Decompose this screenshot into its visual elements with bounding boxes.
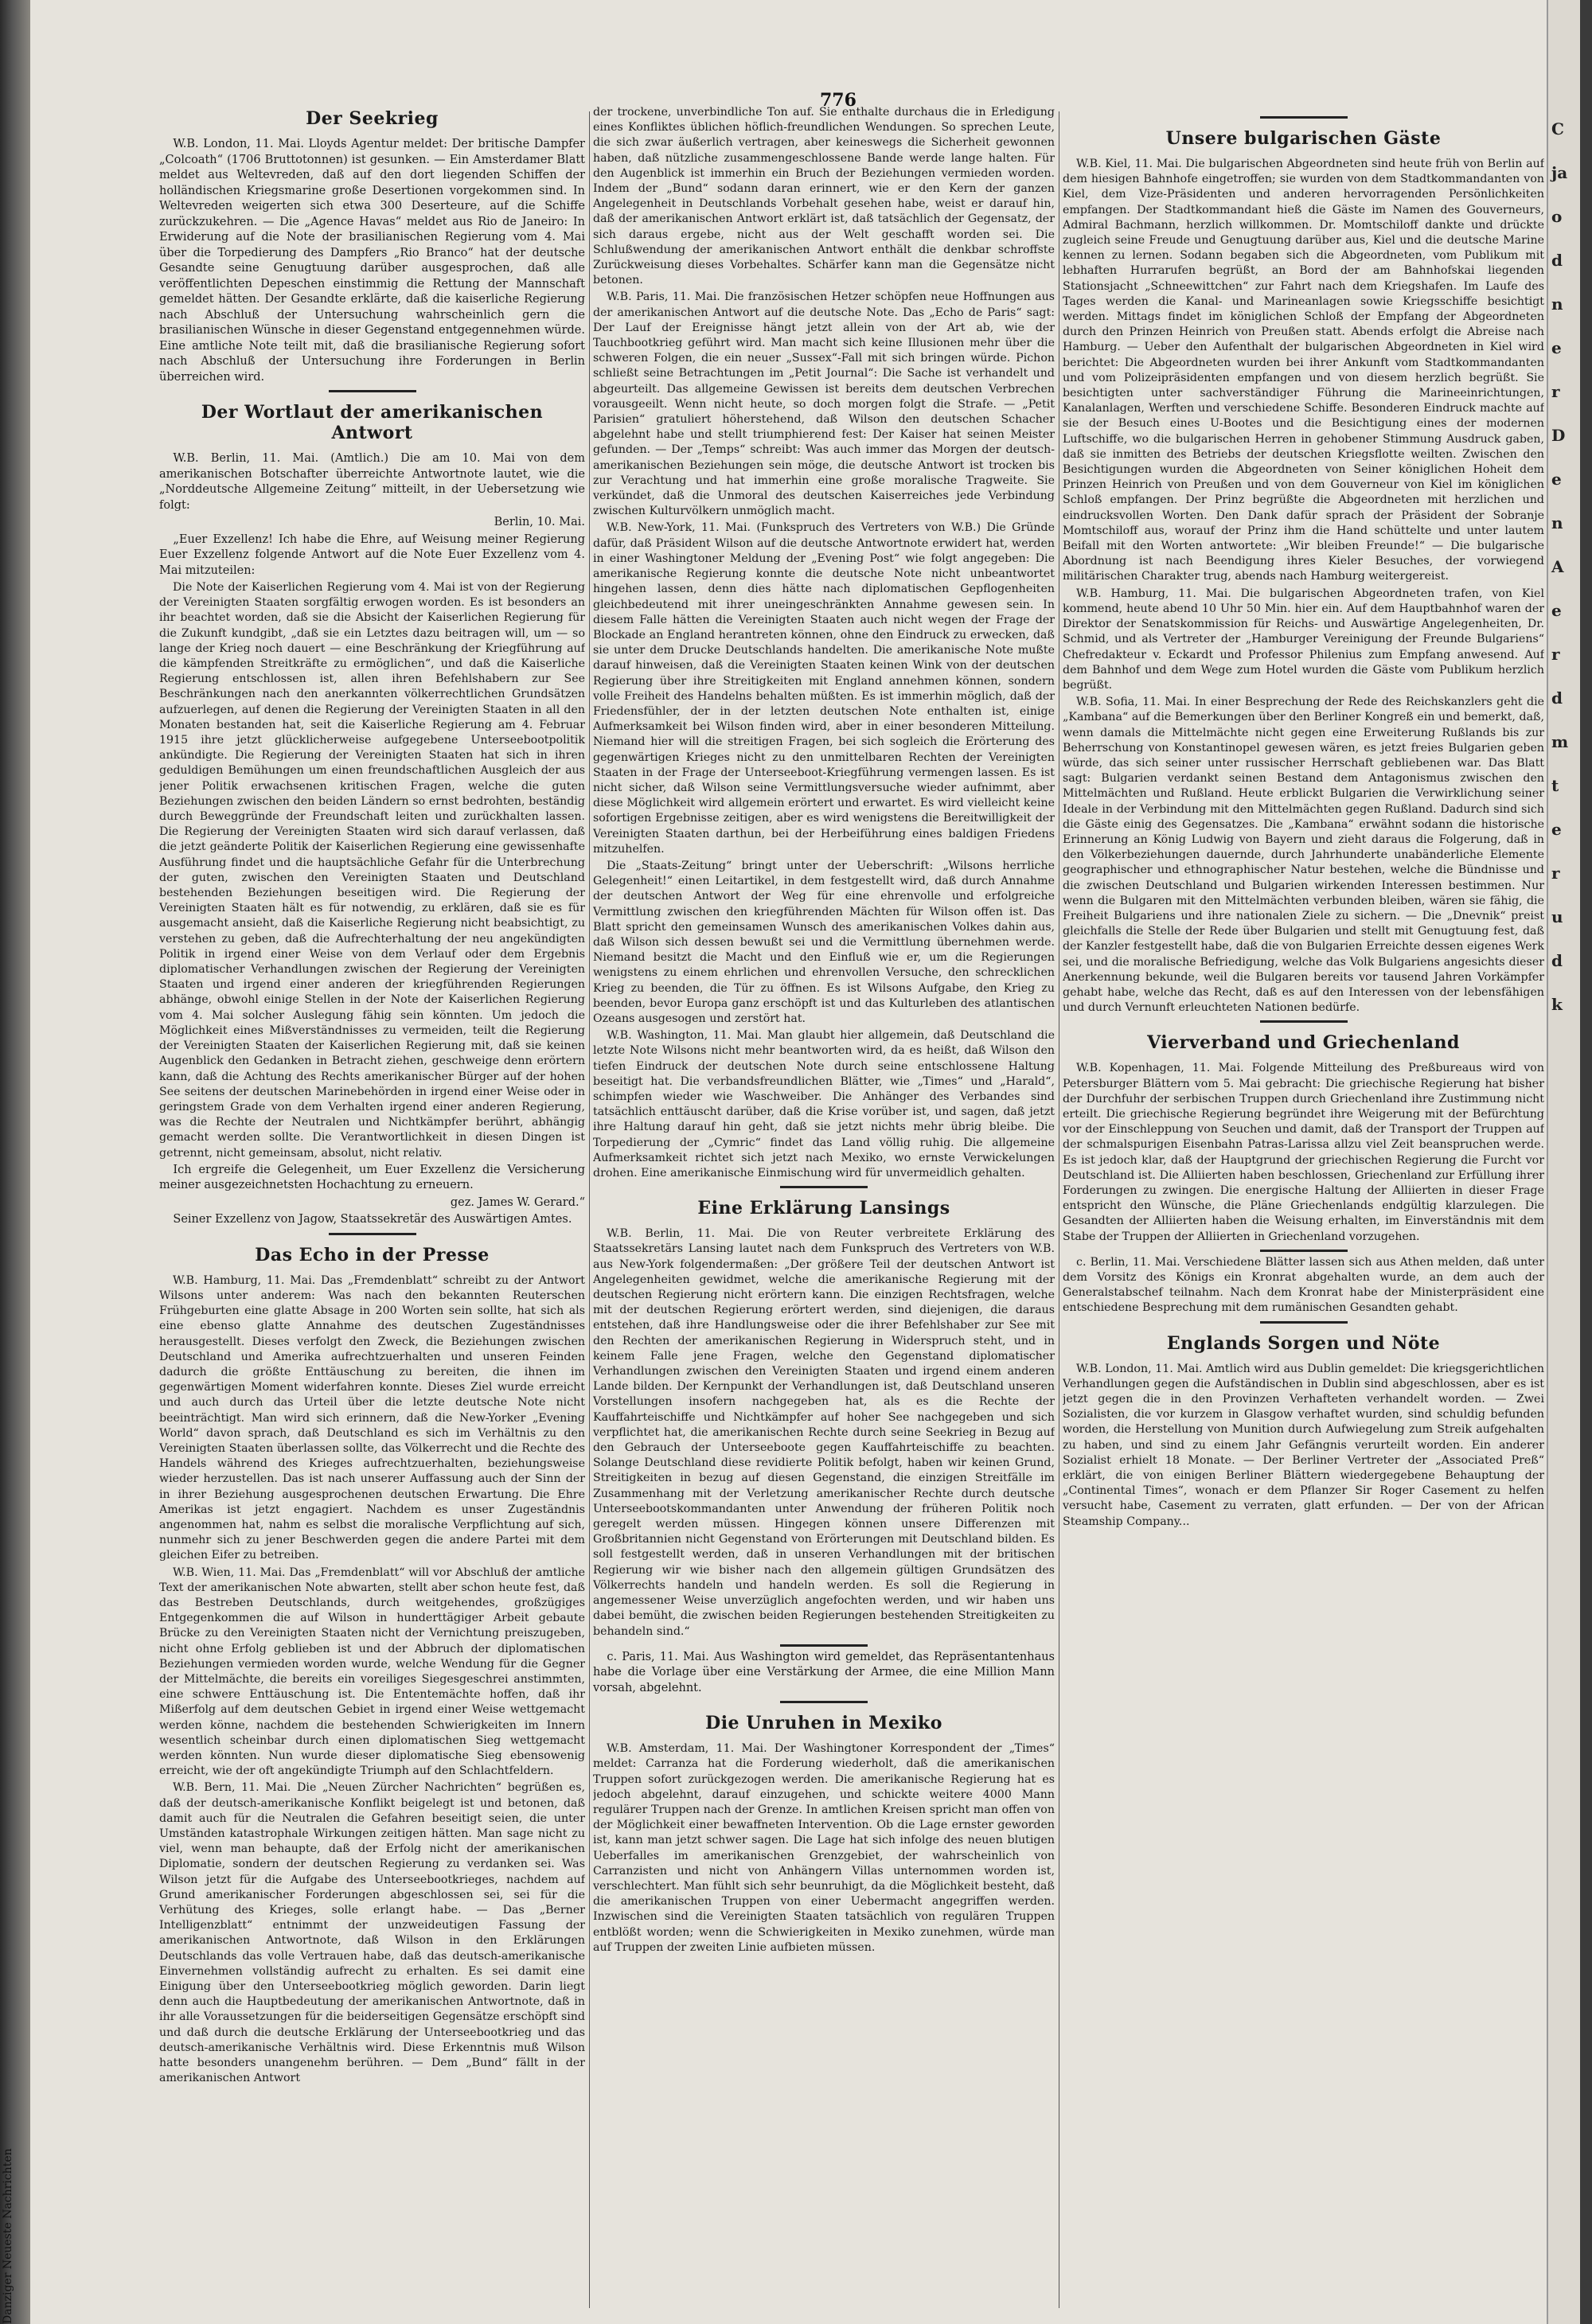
adjacent-page-char: r (1551, 382, 1560, 401)
paragraph: c. Paris, 11. Mai. Aus Washington wird gemeldet, das Repräsentantenhaus habe die Vorlage über eine Verstärkung der Armee, die eine Million Mann vorsah, abgelehnt. (593, 1650, 1055, 1694)
paragraph: W.B. Berlin, 11. Mai. (Amtlich.) Die am 10. Mai von dem amerikanischen Botschafter überreichte Antwortnote lautet, wie die „Norddeutsche Allgemeine Zeitung“ mitteilt, in der Uebersetzung wie folgt: (159, 452, 585, 512)
section-separator (780, 1701, 868, 1703)
paragraph: W.B. Sofia, 11. Mai. In einer Besprechung der Rede des Reichskanzlers geht die „Kambana“ auf die Bemerkungen über den Berliner Kongreß ein und bemerkt, daß, wenn damals die Mittelmächte nicht gegen eine Erweiterung Rußlands bis zur Beherrschung von Konstantinopel gewesen wären, es jetzt freies Bulgarien geben würde, das sich seiner unter russischer Herrschaft gebliebenen war. Das Blatt sagt: Bulgarien verdankt seinen Bestand dem Antagonismus zwischen den Mittelmächten und Rußland. Heute erblickt Bulgarien die Verwirklichung seiner Ideale in der Verbindung mit den Mittelmächten gegen Rußland. Dadurch sind sich die Gäste einig des Gegensatzes. Die „Kambana“ erwähnt sodann die historische Erinnerung an König Ludwig von Bayern und zieht daraus die Folgerung, daß in den Völkerbeziehungen dauernde, durch Jahrhunderte unabänderliche Elemente geographischer und ethnographischer Natur bestehen, welche die Bündnisse und die zwischen Deutschland und Bulgarien wirkenden Interessen bestimmen. Nur wenn die Bulgaren mit den Mittelmächten verbunden bleiben, wären sie fähig, die Freiheit Bulgariens und ihre nationalen Ziele zu sichern. — Die „Dnevnik“ preist gleichfalls die Stelle der Rede über Bulgarien und stellt mit Genugtuung fest, daß der Kanzler festgestellt habe, daß die von Bulgarien Erreichte dessen eigenes Werk sei, und die moralische Befriedigung, welche das Volk Bulgariens angesichts dieser Anerkennung bekunde, weil die Bulgaren bereits vor tausend Jahren Vorkämpfer gehabt habe, welche das Recht, daß es auf den Interessen von der lebensfähigen und durch Vernunft erleuchteten Nationen bedürfe. (1063, 696, 1544, 1015)
paragraph: W.B. Amsterdam, 11. Mai. Der Washingtoner Korrespondent der „Times“ meldet: Carranza hat die Forderung wiederholt, daß die amerikanischen Truppen sofort zurückgezogen werden. Die amerikanische Regierung hat es jedoch abgelehnt, darauf einzugehen, und schickte weitere 4000 Mann regulärer Truppen nach der Grenze. In amtlichen Kreisen spricht man offen von der Möglichkeit einer bewaffneten Intervention. Ob die Lage ernster geworden ist, kann man jetzt schwer sagen. Die Lage hat sich infolge des neuen blutigen Ueberfalles im amerikanischen Grenzgebiet, der wahrscheinlich von Carranzisten und nicht von Anhängern Villas unternommen worden ist, verschlechtert. Man fühlt sich sehr beunruhigt, da die Möglichkeit besteht, daß die amerikanischen Truppen von einer Uebermacht angegriffen werden. Inzwischen sind die Vereinigten Staaten tatsächlich von regulären Truppen entblößt worden; wenn die Schwierigkeiten in Mexiko zunehmen, würde man auf Truppen der zweiten Linie aufbieten müssen. (593, 1742, 1055, 1954)
article-body-echo-continued (593, 105, 1055, 1181)
column-2 (593, 105, 1055, 2318)
column-rule (589, 111, 590, 2308)
paragraph: Die Note der Kaiserlichen Regierung vom 4. Mai ist von der Regierung der Vereinigten Staaten sorgfältig erwogen worden. Es ist besonders an ihr beachtet worden, daß sie die Absicht der Kaiserlichen Regierung für die Zukunft kundgibt, „daß sie ein Letztes dazu beitragen will, um — so lange der Krieg noch dauert — eine Beschränkung der Kriegführung auf die kämpfenden Streitkräfte zu ermöglichen“, und daß die Kaiserliche Regierung entschlossen ist, allen ihren Befehlshabern zur See Beschränkungen nach den anerkannten völkerrechtlichen Grundsätzen aufzuerlegen, auf denen die Regierung der Vereinigten Staaten in all den Monaten bestanden hat, seit die Kaiserliche Regierung am 4. Februar 1915 ihre jetzt glücklicherweise aufgegebene Unterseebootpolitik ankündigte. Die Regierung der Vereinigten Staaten hat sich in ihren geduldigen Bemühungen um einen freundschaftlichen Ausgleich der aus jener Politik erwachsenen kritischen Fragen, welche die guten Beziehungen zwischen den beiden Ländern so ernst bedrohten, beständig durch Beweggründe der Freundschaft leiten und zurückhalten lassen. Die Regierung der Vereinigten Staaten wird sich darauf verlassen, daß die jetzt geänderte Politik der Kaiserlichen Regierung eine gewissenhafte Ausführung findet und die hauptsächliche Gefahr für die Unterbrechung der guten, zwischen den Vereinigten Staaten und Deutschland bestehenden Beziehungen beseitigen wird. Die Regierung der Vereinigten Staaten hält es für notwendig, zu erklären, daß sie es für ausgemacht ansieht, daß die Kaiserliche Regierung nicht beabsichtigt, zu verstehen zu geben, daß die Aufrechterhaltung der neu angekündigten Politik in irgend einer Weise von dem Verlauf oder dem Ergebnis diplomatischer Verhandlungen zwischen der Regierung der Vereinigten Staaten und irgend einer anderen der kriegführenden Regierungen abhänge, obwohl einige Stellen in der Note der Kaiserlichen Regierung vom 4. Mai solcher Auslegung fähig sein könnten. Um jedoch die Möglichkeit eines Mißverständnisses zu vermeiden, teilt die Regierung der Vereinigten Staaten der Kaiserlichen Regierung mit, daß sie keinen Augenblick den Gedanken in Betracht ziehen, geschweige denn erörtern kann, daß die Achtung des Rechts amerikanischer Bürger auf der hohen See seitens der deutschen Marinebehörden in irgend einer Weise oder in geringstem Grade von dem Verhalten irgend einer anderen Regierung, was die Rechte der Neutralen und Nichtkämpfer berührt, abhängig gemacht werden sollte. Die Verantwortlichkeit in diesen Dingen ist getrennt, nicht gemeinsam, absolut, nicht relativ. (159, 581, 585, 1160)
adjacent-page-char: e (1551, 470, 1562, 489)
paragraph: W.B. Hamburg, 11. Mai. Das „Fremdenblatt“ schreibt zu der Antwort Wilsons unter anderem: Was nach den bekannten Reuterschen Frühgeburten eine glatte Absage in 200 Worten sein sollte, hat sich als eine ebenso glatte Annahme des deutschen Zugeständnisses herausgestellt. Dieses verfolgt den Zweck, die Beziehungen zwischen Deutschland und Amerika aufrechtzuerhalten und unseren Feinden dadurch die größte Enttäuschung zu bereiten, die ihnen im gegenwärtigen Moment widerfahren konnte. Dieses Ziel wurde erreicht und auch durch das Urteil über die letzte deutsche Note nicht beeinträchtigt. Man wird sich erinnern, daß die New-Yorker „Evening World“ davon sprach, daß Deutschland es sich im Verhältnis zu den Vereinigten Staaten überlassen sollte, das Völkerrecht und die Rechte des Handels während des Krieges aufrechtzuerhalten, beziehungsweise wieder herzustellen. Das ist nach unserer Auffassung auch der Sinn der in ihrer Beziehung ausgesprochenen deutschen Erwartung. Die Ehre Amerikas ist jetzt engagiert. Nachdem es unser Zugeständnis angenommen hat, nahm es selbst die moralische Verpflichtung auf sich, nunmehr sich zu jener Beschwerden gegen die andere Partei mit dem gleichen Eifer zu betreiben. (159, 1273, 585, 1562)
adjacent-page-strip (1547, 0, 1580, 2324)
adjacent-page-char: r (1551, 645, 1560, 664)
page-binding (0, 0, 30, 2324)
adjacent-page-char: D (1551, 426, 1566, 445)
paragraph: W.B. London, 11. Mai. Amtlich wird aus Dublin gemeldet: Die kriegsgerichtlichen Verhandlungen gegen die Aufständischen in Dublin sind abgeschlossen, aber es ist jetzt gegen die in den Provinzen Verhafteten verhandelt worden. — Zwei Sozialisten, die vor kurzem in Glasgow verhaftet wurden, sind schuldig befunden worden, die Herstellung von Munition durch Aufwiegelung zum Streik aufgehalten zu haben, und sind zu einem Jahr Gefängnis verurteilt worden. Ein anderer Sozialist erhielt 18 Monate. — Der Berliner Vertreter der „Associated Preß“ erklärt, die von einigen Berliner Blättern wiedergegebene Behauptung der „Continental Times“, wonach er dem Pflanzer Sir Roger Casement zu helfen versucht habe, Casement zu verraten, glatt erfunden. — Der von der African Steamship Company... (1063, 1362, 1544, 1528)
article-body-seekrieg (159, 137, 585, 385)
article-body-wortlaut (159, 451, 585, 1228)
adjacent-page-char: u (1551, 907, 1563, 926)
adjacent-page-char: d (1551, 951, 1563, 970)
paragraph: Ich ergreife die Gelegenheit, um Euer Exzellenz die Versicherung meiner ausgezeichnetsten Hochachtung zu erneuern. (159, 1163, 585, 1192)
paragraph: „Euer Exzellenz! Ich habe die Ehre, auf Weisung meiner Regierung Euer Exzellenz folgende Antwort auf die Note Euer Exzellenz vom 4. Mai mitzuteilen: (159, 532, 585, 577)
article-body-vierverband (1063, 1061, 1544, 1316)
paragraph: Die „Staats-Zeitung“ bringt unter der Ueberschrift: „Wilsons herrliche Gelegenheit!“ einen Leitartikel, in dem festgestellt wird, daß durch Annahme der deutschen Antwort der Weg für eine ehrenvolle und erfolgreiche Vermittlung zwischen den kriegführenden Mächten für Wilson offen ist. Das Blatt spricht den gemeinsamen Wunsch des amerikanischen Volkes dahin aus, daß Wilson sich dessen bewußt sei und die Vermittlung übernehmen werde. Niemand besitzt die Macht und den Einfluß wie er, um die Regierungen wenigstens zu einem ehrlichen und ehrenvollen Versuche, den schrecklichen Krieg zu beenden, die Tür zu öffnen. Es ist Wilsons Aufgabe, den Krieg zu beenden, bevor Europa ganz erschöpft ist und das Kulturleben des atlantischen Ozeans ausgesogen und zerstört hat. (593, 859, 1055, 1025)
paragraph: W.B. Kiel, 11. Mai. Die bulgarischen Abgeordneten sind heute früh von Berlin auf dem hiesigen Bahnhofe eingetroffen; sie wurden von dem Stadtkommandanten von Kiel, dem Vize-Präsidenten und anderen hervorragenden Persönlichkeiten empfangen. Der Stadtkommandant hieß die Gäste im Namen des Gouverneurs, Admiral Bachmann, herzlich willkommen. Dr. Momtschiloff dankte und drückte zugleich seine Freude und Genugtuung darüber aus, Kiel und die deutsche Marine kennen zu lernen. Sodann begaben sich die Abgeordneten, vom Publikum mit lebhaften Hurrarufen begrüßt, an Bord der am Bahnhofskai liegenden Stationsjacht „Schneewittchen“ zur Fahrt nach dem Kriegshafen. Im Laufe des Tages werden die Kanal- und Marineanlagen sowie Kriegsschiffe besichtigt werden. Mittags findet im königlichen Schloß der Empfang der Abgeordneten durch den Prinzen Heinrich von Preußen statt. Abends erfolgt die Abreise nach Hamburg. — Ueber den Aufenthalt der bulgarischen Abgeordneten in Kiel wird berichtet: Die Abgeordneten wurden bei ihrer Ankunft vom Stadtkommandanten und vom Polizeipräsidenten empfangen und von diesem herzlich begrüßt. Sie besichtigten unter sachverständiger Führung die Marineeinrichtungen, Kanalanlagen, Werften und verschiedene Schiffe. Besonderen Eindruck machte auf sie der Besuch eines U-Bootes und die Besichtigung eines der modernen Luftschiffe, wo die bulgarischen Herren in gehobener Stimmung Ausdruck gaben, daß sie inmitten des Betriebs der deutschen Kriegsflotte weilten. Zwischen den Besichtigungen wurden die Abgeordneten von Seiner königlichen Hoheit dem Prinzen Heinrich von Preußen und von dem Gouverneur von Kiel im königlichen Schloß empfangen. Der Prinz begrüßte die Abgeordneten mit herzlichen und eindrucksvollen Worten. Den Dank dafür sprach der Präsident der Sobranje Momtschiloff aus, worauf der Prinz ihm die Hand schüttelte und unter lautem Beifall mit den Worten antwortete: „Wir bleiben Freunde!“ — Die bulgarische Abordnung ist nach Beendigung ihres Kieler Besuches, der vorwiegend militärischen Charakter trug, abends nach Hamburg weitergereist. (1063, 158, 1544, 583)
paragraph: W.B. Washington, 11. Mai. Man glaubt hier allgemein, daß Deutschland die letzte Note Wilsons nicht mehr beantworten wird, da es heißt, daß Wilson den tiefen Eindruck der deutschen Note durch seine entschlossene Haltung beseitigt hat. Die verbandsfreundlichen Blätter, wie „Times“ und „Harald“, schimpfen wieder wie Waschweiber. Die Anhänger des Verbandes sind tatsächlich enttäuscht darüber, daß die Krise vorüber ist, und sagen, daß jetzt ihre Haltung darauf hin geht, daß sie jetzt nichts mehr übrig bleibe. Die Torpedierung der „Cymric“ findet das Land völlig ruhig. Die allgemeine Aufmerksamkeit richtet sich jetzt nach Mexiko, wo ernste Verwickelungen drohen. Eine amerikanische Einmischung wird für unvermeidlich gehalten. (593, 1029, 1055, 1180)
section-separator (1260, 1020, 1348, 1023)
article-title-lansing: Eine Erklärung Lansings (697, 1198, 950, 1219)
signature: gez. James W. Gerard.“ (450, 1195, 585, 1209)
page-number: 776 (820, 90, 856, 111)
section-separator (1260, 1321, 1348, 1324)
article-body-echo (159, 1273, 585, 2087)
article-title-echo: Das Echo in der Presse (255, 1244, 490, 1265)
article-title-wortlaut: Der Wortlaut der amerikanischen Antwort (201, 402, 544, 443)
adjacent-page-char: n (1551, 513, 1563, 532)
paragraph: W.B. Wien, 11. Mai. Das „Fremdenblatt“ will vor Abschluß der amtliche Text der amerikanischen Note abwarten, stellt aber schon heute fest, daß das Bestreben Deutschlands, durch weitgehendes, großzügiges Entgegenkommen die auf Wilson in hunderttägiger Arbeit gebaute Brücke zu den Vereinigten Staaten nicht der Vernichtung preiszugeben, nicht ohne Erfolg geblieben ist und der Abbruch der diplomatischen Beziehungen vermieden worden wurde, welche Wendung für die Gegner der Mittelmächte, die bereits ein voreiliges Siegesgeschrei anstimmten, eine schwere Enttäuschung ist. Die Ententemächte hoffen, daß ihr Mißerfolg auf dem deutschen Gebiet in irgend einer Weise wettgemacht werden könne, nachdem die bestehenden Schwierigkeiten im Innern wesentlich scheinbar durch einen diplomatischen Sieg wettgemacht werden könnten. Nun wurde dieser diplomatische Sieg ebensowenig erreicht, wie der oft angekündigte Triumph auf den Schlachtfeldern. (159, 1566, 585, 1778)
section-separator (780, 1644, 868, 1647)
article-body-bulgaren (1063, 157, 1544, 1016)
paragraph: W.B. Paris, 11. Mai. Die französischen Hetzer schöpfen neue Hoffnungen aus der amerikanischen Antwort auf die deutsche Note. Das „Echo de Paris“ sagt: Der Lauf der Ereignisse hängt jetzt allein von der Art ab, wie der Tauchbootkrieg geführt wird. Man macht sich keine Illusionen mehr über die schweren Folgen, die ein neuer „Sussex“-Fall mit sich bringen würde. Pichon schließt seine Betrachtungen im „Petit Journal“: Die Sache ist verhandelt und abgeurteilt. Das allgemeine Gewissen ist bereits dem deutschen Verbrechen vorausgeeilt. Wenn nicht heute, so doch morgen folgt die Strafe. — „Petit Parisien“ gratuliert höherstehend, daß Wilson den deutschen Schacher abgelehnt habe und stellt triumphierend fest: Der Kaiser hat seinen Meister gefunden. — Der „Temps“ schreibt: Was auch immer das Morgen der deutsch-amerikanischen Beziehungen sein möge, die deutsche Antwort ist trocken bis zur Verachtung und hat immerhin eine große moralische Tragweite. Sie verkündet, daß die Unmoral des deutschen Kaiserreiches jede Verbindung zwischen Kulturvölkern unmöglich macht. (593, 290, 1055, 518)
section-separator (329, 1233, 416, 1235)
adjacent-page-char: A (1551, 557, 1564, 576)
paragraph: Seiner Exzellenz von Jagow, Staatssekretär des Auswärtigen Amtes. (173, 1213, 572, 1226)
adjacent-page-char: e (1551, 338, 1562, 357)
binding-label: Danziger Neueste Nachrichten (2, 2148, 14, 2324)
article-title-seekrieg: Der Seekrieg (306, 108, 439, 129)
article-title-england: Englands Sorgen und Nöte (1166, 1332, 1441, 1354)
paragraph: W.B. Hamburg, 11. Mai. Die bulgarischen Abgeordneten trafen, von Kiel kommend, heute abend 10 Uhr 50 Min. hier ein. Auf dem Hauptbahnhof waren der Direktor der Senatskommission für Reichs- und Auswärtige Angelegenheiten, Dr. Schmid, und als Vertreter der „Hamburger Vereinigung der Freunde Bulgariens“ Chefredakteur v. Eckardt und Professor Philenius zum Empfang anwesend. Auf dem Bahnhof und dem Wege zum Hotel wurden die Gäste vom Publikum herzlich begrüßt. (1063, 587, 1544, 692)
adjacent-page-char: C (1551, 119, 1564, 138)
article-body-paris-note (593, 1650, 1055, 1697)
article-body-england (1063, 1362, 1544, 1530)
adjacent-page-char: d (1551, 688, 1563, 708)
section-separator (329, 390, 416, 392)
section-separator (780, 1186, 868, 1188)
adjacent-page-char: d (1551, 251, 1563, 270)
paragraph: W.B. New-York, 11. Mai. (Funkspruch des Vertreters von W.B.) Die Gründe dafür, daß Präsident Wilson auf die deutsche Antwortnote erwidert hat, werden in einer Washingtoner Meldung der „Evening Post“ wie folgt angegeben: Die amerikanische Regierung konnte die deutsche Note nicht unbeantwortet hingehen lassen, denn dies hätte nach diplomatischen Gepflogenheiten gleichbedeutend mit ihrer uneingeschränkten Annahme gewesen sein. In diesem Falle hätten die Vereinigten Staaten auch nicht wegen der Frage der Blockade an England herantreten können, ohne den Eindruck zu erwecken, daß sie unter dem Drucke Deutschlands handelten. Die amerikanische Note mußte darauf hinweisen, daß die Vereinigten Staaten keinen Wink von der deutschen Regierung über ihre Streitigkeiten mit England annehmen können, sondern volle Freiheit des Handelns behalten müßten. Es ist immerhin möglich, daß der Friedensfühler, der in der letzten deutschen Note enthalten ist, einige Aufmerksamkeit bei Wilson finden wird, aber in einer besonderen Mitteilung. Niemand hier will die streitigen Fragen, bei sich sogleich die Erörterung des gegenwärtigen Krieges nicht zu den unmittelbaren Rechten der Vereinigten Staaten in der Frage der Unterseeboot-Kriegführung vermengen lassen. Es ist nicht sicher, daß Wilson seine Vermittlungsversuche wieder aufnimmt, aber diese Möglichkeit wird allgemein erörtert und erwartet. Es wird vielleicht keine sofortigen Ergebnisse zeitigen, aber es wird wenigstens die Bereitwilligkeit der Vereinigten Staaten darthun, bei der Herbeiführung eines baldigen Friedens mitzuhelfen. (593, 521, 1055, 856)
adjacent-page-char: e (1551, 820, 1562, 839)
adjacent-page-char: k (1551, 995, 1563, 1014)
paragraph: W.B. Kopenhagen, 11. Mai. Folgende Mitteilung des Preßbureaus wird von Petersburger Blättern vom 5. Mai gebracht: Die griechische Regierung hat bisher der Durchfuhr der serbischen Truppen durch Griechenland ihre Zustimmung nicht erteilt. Die griechische Regierung begründet ihre Weigerung mit der Befürchtung vor der Einschleppung von Seuchen und damit, daß der Transport der Truppen auf der schmalspurigen Eisenbahn Patras-Larissa allzu viel Zeit beanspruchen werde. Es ist jedoch klar, daß der Hauptgrund der griechischen Regierung die Furcht vor Deutschland ist. Die Alliierten haben beschlossen, Griechenland zur Erfüllung ihrer Forderungen zu zwingen. Die energische Haltung der Alliierten in dieser Frage entspricht den Wünsche, die Pläne Griechenlands endgültig klarzulegen. Die Gesandten der Alliierten haben die Weisung erhalten, im Einverständnis mit dem Stabe der Truppen der Alliierten in Griechenland vorzugehen. (1063, 1062, 1544, 1243)
adjacent-page-char: t (1551, 776, 1559, 795)
article-body-mexiko (593, 1741, 1055, 1956)
paragraph: W.B. Berlin, 11. Mai. Die von Reuter verbreitete Erklärung des Staatssekretärs Lansing lautet nach dem Funkspruch des Vertreters von W.B. aus New-York folgendermaßen: „Der größere Teil der deutschen Antwort ist Angelegenheiten gewidmet, welche die amerikanische Regierung mit der deutschen Regierung nicht erörtern kann. Die einzigen Rechtsfragen, welche mit der deutschen Regierung erörtert werden, sind diejenigen, die daraus entstehen, daß ihre Handlungsweise oder die ihrer Befehlshaber zur See mit den Rechten der amerikanischen Regierung in Widerspruch steht, und in keinem Falle jene Fragen, welche den Gegenstand diplomatischer Verhandlungen zwischen den Vereinigten Staaten und irgend einem anderen Lande bilden. Der Kernpunkt der Verhandlungen ist, daß Deutschland unseren Vorstellungen insofern nachgegeben hat, als es die Rechte der Kauffahrteischiffe und Nichtkämpfer auf hoher See nachgegeben und sich verpflichtet hat, die amerikanischen Rechte durch seine Seekrieg in Bezug auf den Gebrauch der Unterseeboote gegen Kauffahrteischiffe zu beachten. Solange Deutschland diese revidierte Politik befolgt, haben wir keinen Grund, Streitigkeiten in bezug auf diesen Gegenstand, die einzigen Streitfälle im Zusammenhang mit der Verletzung amerikanischer Rechte durch deutsche Unterseebootskommandanten unter Anwendung der früheren Politik noch geregelt werden müssen. Hingegen können unsere Differenzen mit Großbritannien nicht Gegenstand von Erörterungen mit Deutschland bilden. Es soll festgestellt werden, daß in unseren Verhandlungen mit der britischen Regierung wir wie bisher nach den allgemein gültigen Grundsätzen des Völkerrechts handeln und handeln werden. Es soll die Regierung in angemessener Weise unverzüglich angefochten werden, und wir haben uns dabei bemüht, die zwischen beiden Regierungen bestehenden Streitigkeiten zu behandeln sind.“ (593, 1227, 1055, 1638)
adjacent-page-char: r (1551, 864, 1560, 883)
article-title-mexiko: Die Unruhen in Mexiko (705, 1713, 942, 1734)
column-1 (159, 105, 585, 2318)
section-separator (1260, 116, 1348, 119)
adjacent-page-char: m (1551, 732, 1569, 751)
column-3 (1063, 105, 1544, 2318)
adjacent-page-char: e (1551, 601, 1562, 620)
adjacent-page-char: o (1551, 207, 1563, 226)
paragraph: c. Berlin, 11. Mai. Verschiedene Blätter lassen sich aus Athen melden, daß unter dem Vorsitz des Königs ein Kronrat abgehalten wurde, an dem auch der Generalstabschef teilnahm. Nach dem Kronrat habe der Ministerpräsident eine entschiedene Besprechung mit dem rumänischen Gesandten gehabt. (1063, 1255, 1544, 1315)
section-separator (1260, 1250, 1348, 1252)
article-title-vierverband: Vierverband und Griechenland (1147, 1032, 1460, 1054)
paragraph: W.B. London, 11. Mai. Lloyds Agentur meldet: Der britische Dampfer „Colcoath“ (1706 Bruttotonnen) ist gesunken. — Ein Amsterdamer Blatt meldet aus Weltevreden, daß auf den dort liegenden Schiffen der holländischen Kriegsmarine große Desertionen vorgekommen sind. In Weltevreden weigerten sich etwa 300 Deserteure, auf die Schiffe zurückzukehren. — Die „Agence Havas“ meldet aus Rio de Janeiro: In Erwiderung auf die Note der brasilianischen Regierung vom 4. Mai über die Torpedierung des Dampfers „Rio Branco“ hat der deutsche Gesandte seine Genugtuung darüber ausgesprochen, daß alle veröffentlichten Depeschen einstimmig die Rettung der Mannschaft gemeldet hätten. Der Gesandte erklärte, daß die kaiserliche Regierung nach Abschluß der Untersuchung wahrscheinlich gern die brasilianischen Wünsche in dieser Gegenstand entgegennehmen würde. Eine amtliche Note teilt mit, daß die brasilianische Regierung sofort nach Abschluß der Untersuchung ihre Forderungen in Berlin überreichen wird. (159, 138, 585, 384)
article-title-bulgaren: Unsere bulgarischen Gäste (1165, 128, 1442, 149)
adjacent-page-char: ja (1551, 163, 1568, 182)
dateline: Berlin, 10. Mai. (494, 516, 585, 528)
adjacent-page-char: n (1551, 294, 1563, 314)
paragraph: W.B. Bern, 11. Mai. Die „Neuen Zürcher Nachrichten“ begrüßen es, daß der deutsch-amerikanische Konflikt beigelegt ist und betonen, daß damit auch für die Neutralen die Gefahren beseitigt seien, die unter Umständen katastrophale Wirkungen zeitigen hätten. Man sage nicht zu viel, wenn man behaupte, daß der Erfolg nicht der amerikanischen Diplomatie, sondern der deutschen Regierung zu verdanken sei. Was Wilson jetzt für die Aufgabe des Unterseebootkrieges, nachdem auf Grund amerikanischer Forderungen abgeschlossen sei, sei für die Verhütung des Krieges, solle erlangt habe. — Das „Berner Intelligenzblatt“ entnimmt der unzweideutigen Fassung der amerikanischen Antwortnote, daß Wilson in den Erklärungen Deutschlands das volle Vertrauen habe, daß das deutsch-amerikanische Einvernehmen vollständig aufrecht zu erhalten. Es sei damit eine Einigung über den Unterseebootkrieg möglich geworden. Darin liegt denn auch die Hauptbedeutung der amerikanischen Antwortnote, daß in ihr alle Voraussetzungen für die beiderseitigen Gegensätze erschöpft sind und daß durch die deutsche Erklärung der Unterseebootkrieg und das deutsch-amerikanische Verhältnis wird. Diese Erkenntnis muß Wilson hatte besonders unangenehm berühren. — Dem „Bund“ fällt in der amerikanischen Antwort (159, 1781, 585, 2085)
article-body-lansing (593, 1226, 1055, 1639)
paragraph: der trockene, unverbindliche Ton auf. Sie enthalte durchaus die in Erledigung eines Konfliktes üblichen höflich-freundlichen Wendungen. So sprechen Leute, die sich zwar äußerlich vertragen, aber keineswegs die Sicherheit gewonnen haben, daß nützliche zusammengeschlossene Bande werde lange halten. Für den Augenblick ist immerhin ein Bruch der Beziehungen vermieden worden. Indem der „Bund“ sodann daran erinnert, wie er den Kern der ganzen Angelegenheit in Deutschlands Vorbehalt gesehen habe, weist er darauf hin, daß der amerikanischen Antwort erklärt ist, daß tatsächlich der Gegensatz, der sich daraus ergebe, nicht aus der Welt geschafft worden sei. Die Schlußwendung der amerikanischen Antwort enthält die denkbar schroffste Zurückweisung dieses Vorbehaltes. Schärfer kann man die Gegensätze nicht betonen. (593, 106, 1055, 287)
